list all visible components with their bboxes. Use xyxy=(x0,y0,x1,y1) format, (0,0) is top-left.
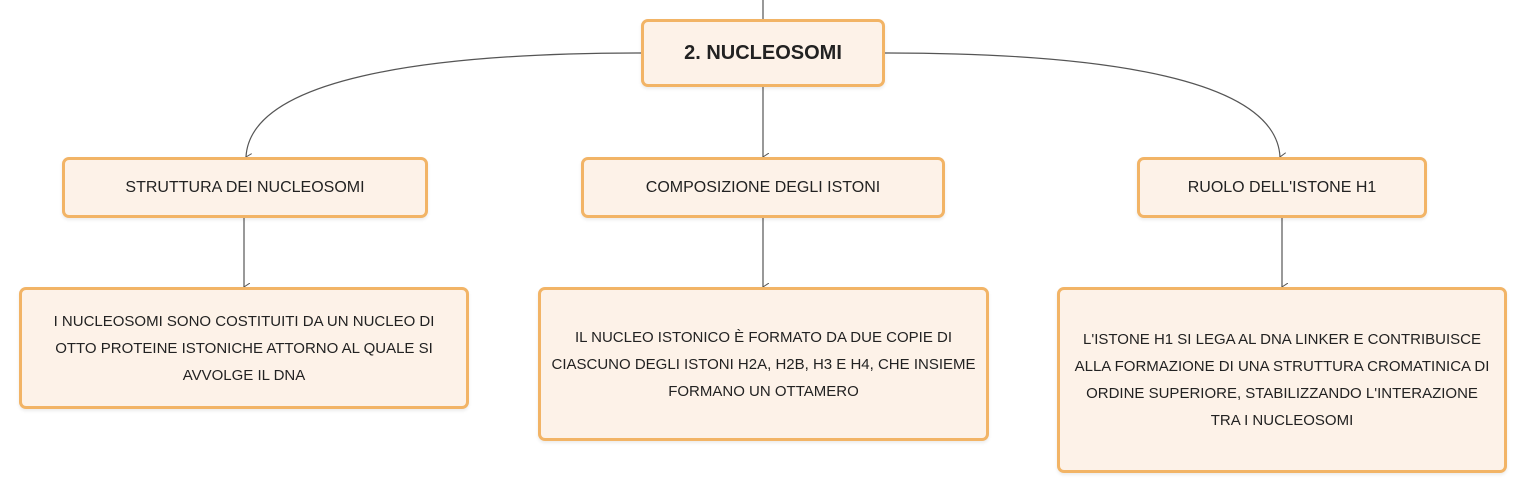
connector-root-to-structure xyxy=(246,53,641,157)
detail-struttura-nucleosomi[interactable] xyxy=(19,287,469,409)
node-composizione-istoni[interactable] xyxy=(581,157,945,218)
detail-ruolo-istone-h1-text: L'ISTONE H1 SI LEGA AL DNA LINKER E CONTRIBUISCE ALLA FORMAZIONE DI UNA STRUTTURA CROMATINICA DI ORDINE SUPERIORE, STABILIZZANDO L'INTERAZIONE TRA I NUCLEOSOMI xyxy=(1074,331,1490,429)
node-struttura-nucleosomi[interactable] xyxy=(62,157,428,218)
root-node[interactable] xyxy=(641,19,885,87)
node-struttura-nucleosomi-label: STRUTTURA DEI NUCLEOSOMI xyxy=(125,178,365,196)
node-ruolo-istone-h1-label: RUOLO DELL'ISTONE H1 xyxy=(1187,178,1377,196)
detail-ruolo-istone-h1[interactable] xyxy=(1057,287,1507,473)
detail-composizione-istoni-text: IL NUCLEO ISTONICO È FORMATO DA DUE COPIE DI CIASCUNO DEGLI ISTONI H2A, H2B, H3 E H4, CHE INSIEME FORMANO UN OTTAMERO xyxy=(551,328,976,400)
root-node-label: 2. NUCLEOSOMI xyxy=(684,41,842,64)
detail-struttura-nucleosomi-text: I NUCLEOSOMI SONO COSTITUITI DA UN NUCLEO DI OTTO PROTEINE ISTONICHE ATTORNO AL QUALE SI AVVOLGE IL DNA xyxy=(53,312,435,384)
node-composizione-istoni-label: COMPOSIZIONE DEGLI ISTONI xyxy=(645,178,881,196)
node-ruolo-istone-h1[interactable] xyxy=(1137,157,1427,218)
detail-composizione-istoni[interactable] xyxy=(538,287,989,441)
connector-root-to-h1 xyxy=(885,53,1280,157)
